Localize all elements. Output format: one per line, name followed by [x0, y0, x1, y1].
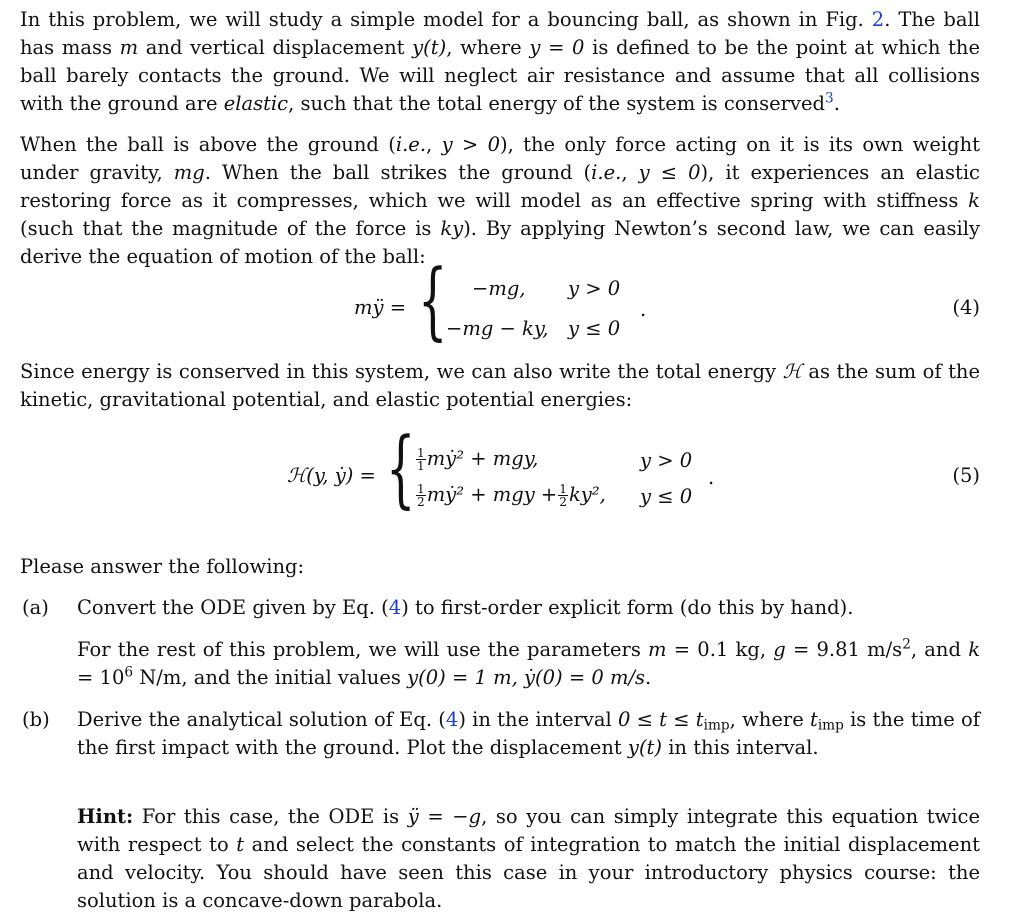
equation-number-4: (4) — [952, 296, 980, 319]
hint-label: Hint: — [77, 805, 134, 828]
left-brace: { — [386, 419, 416, 517]
instructions-heading: Please answer the following: — [20, 555, 305, 578]
hint-paragraph: Hint: For this case, the ODE is ÿ = −g, so you can simply integrate this equation twice with respect to t and select the constants of integration to match the initial displacement and velocity. You should have seen this case in your introductory physics course: the solution is a concave-down parabola. — [77, 805, 980, 912]
equation-4-link[interactable]: 4 — [388, 596, 402, 619]
left-brace: { — [418, 251, 448, 349]
model-paragraph: When the ball is above the ground (i.e., y > 0), the only force acting on it is its own weight under gravity, mg. When the ball strikes the ground (i.e., y ≤ 0), it experiences an elastic restoring force as it compresses, which we will model as an effective spring with stiffness k (such that the magnitude of the force is ky). By applying Newton’s second law, we can easily derive the equation of motion of the ball: — [20, 133, 980, 268]
item-b-label: (b) — [22, 708, 50, 731]
figure-link[interactable]: 2 — [871, 8, 885, 31]
document-page: In this problem, we will study a simple model for a bouncing ball, as shown in Fig. 2. The ball has mass m and vertical displacement y(t), where y = 0 is defined to be the point at which the ball barely contacts the ground. We will neglect air resistance and assume that all collisions with the ground are elastic, such that the total energy of the system is conserved$^3$. When the ball is above the ground (i.e., y > 0), the only force acting on it is its own weight under gravity, mg. When the ball strikes the ground (i.e., y ≤ 0), it experiences an elastic restoring force as it compresses, which we will model as an effective spring with stiffness k (such that the magnitude of the force is ky). By applying Newton’s second law, we can easily derive the equation of motion of the ball: mÿ = { −mg, y > 0 −mg − ky, y ≤ 0 . (4) Since energy is conserved in this system, we can also write the total energy ℋ as the sum of the kinetic, gravitational potential, and elastic potential energies: ℋ(y, ẏ) = { $\frac{1}{1}$ mẏ² + mgy, y > 0 $\frac{1}{2}$ mẏ² + mgy + $\frac{1}{2}$ ky², y ≤ 0 . (5) Please answer the following: (a) Convert the ODE given by Eq. (4) to first-order explicit form (do this by hand). For the rest of this problem, we will use the parameters m = 0.1 kg, g = 9.81 $m/s^2$, and $k = 10^6$ N/m, and the initial values y(0) = 1 m, ẏ(0) = 0 m/s. (b) Derive the analytical solution of Eq. (4) in the interval $0 \le t \le t_{imp}$, where $t_{imp}$ is the time of the first impact with the ground. Plot the displacement y(t) in this interval. Hint: For this case, the ODE is ÿ = −g, so you can simply integrate this equation twice with respect to t and select the constants of integration to match the initial displacement and velocity. You should have seen this case in your introductory physics course: the solution is a concave-down parabola. — [0, 0, 1024, 922]
footnote-link[interactable]: 3 — [825, 90, 834, 107]
energy-paragraph: Since energy is conserved in this system, we can also write the total energy ℋ as the sum of the kinetic, gravitational potential, and elastic potential energies: — [20, 360, 981, 411]
item-a-text: Convert the ODE given by Eq. (4) to first-order explicit form (do this by hand). — [77, 596, 854, 619]
intro-paragraph: In this problem, we will study a simple model for a bouncing ball, as shown in Fig. 2. The ball has mass m and vertical displacement y(t), where y = 0 is defined to be the point at which the ball barely contacts the ground. We will neglect air resistance and assume that all collisions with the ground are elastic, such that the total energy of the system is conserved$^3$. — [20, 8, 980, 115]
parameters-paragraph: For the rest of this problem, we will use the parameters m = 0.1 kg, g = 9.81 $m/s^2$, and $k = 10^6$ N/m, and the initial values y(0) = 1 m, ẏ(0) = 0 m/s. — [77, 636, 981, 689]
equation-number-5: (5) — [952, 464, 980, 487]
equation-4-link[interactable]: 4 — [445, 708, 459, 731]
item-b-text: Derive the analytical solution of Eq. (4) in the interval $0 \le t \le t_{imp}$, where $t_{imp}$ is the time of the first impact with the ground. Plot the displacement y(t) in this interval. — [77, 708, 980, 759]
item-a-label: (a) — [22, 596, 49, 619]
